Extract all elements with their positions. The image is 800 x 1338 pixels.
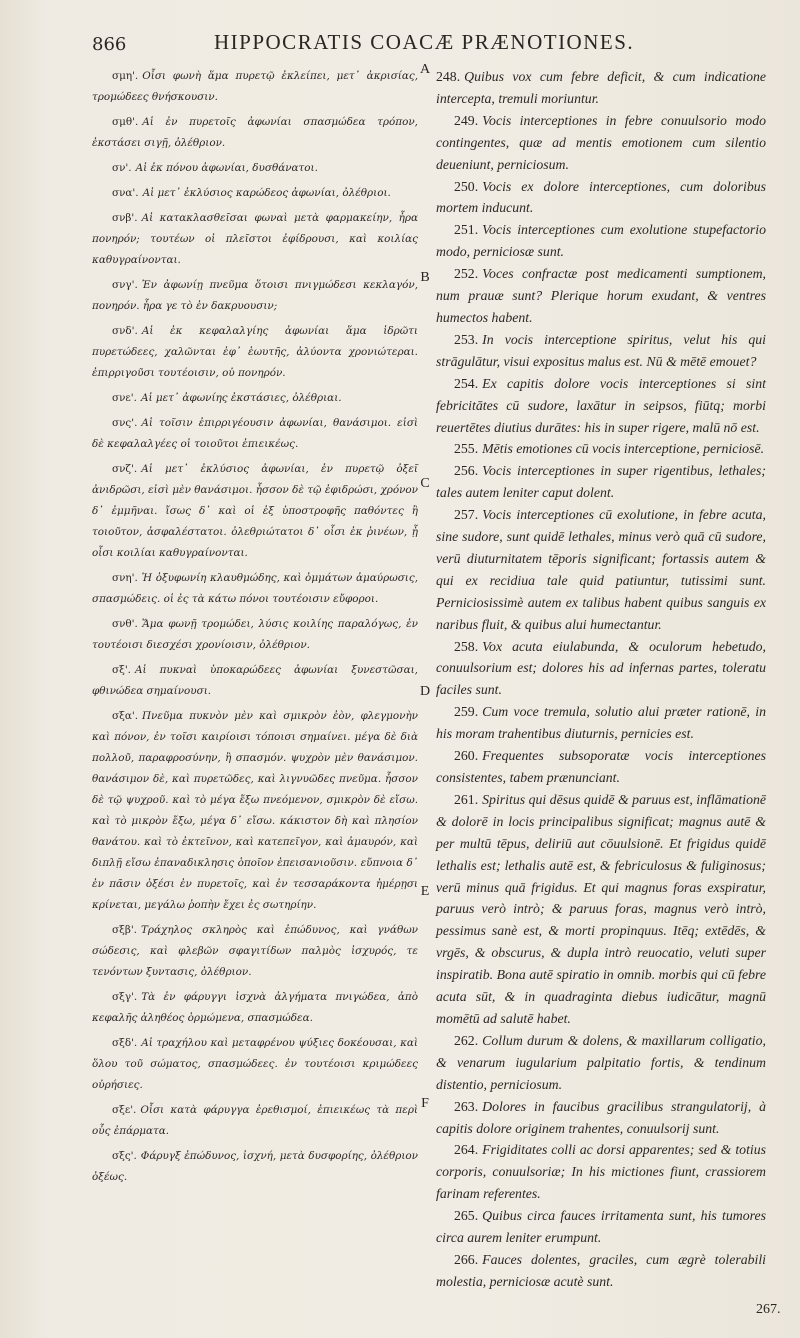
greek-entry-number: σνβ'. xyxy=(112,212,138,224)
latin-entry-text: Vocis interceptiones in febre conuulsorio modo contingentes, quæ ad mentis emotionem cum silentio deueniunt, perniciosum. xyxy=(436,112,766,172)
latin-entry-text: Vocis interceptiones in super rigentibus, lethales; tales autem leniter caput dolent. xyxy=(436,463,766,501)
greek-entry-text: Τράχηλος σκληρὸς καὶ ἐπώδυνος, καὶ γνάθων σώδεσις, καὶ φλεβῶν σφαγιτίδων παλμὸς ἰσχυρός, τε τενόντων ξυντασις, ὀλέθριον. xyxy=(92,924,418,978)
greek-entry-number: σξγ'. xyxy=(112,991,138,1003)
greek-entry-text: Οἷσι κατὰ φάρυγγα ἐρεθισμοί, ἐπιεικέως τὰ περὶ οὖς ἐπάρματα. xyxy=(92,1104,418,1137)
latin-entry-number: 249. xyxy=(454,112,479,128)
margin-letter-b: B xyxy=(420,270,430,285)
latin-entry xyxy=(436,219,766,263)
latin-entry-text: Frigiditates colli ac dorsi apparentes; sed & totius corporis, conuulsoriæ; In his mictiones fiunt, crassiorem farinam referentes. xyxy=(436,1142,766,1202)
latin-entry-text: Voces confractæ post medicamenti sumptionem, num prauæ sunt? Plerique horum exudant, & ventres humectos habent. xyxy=(436,266,766,325)
greek-entry xyxy=(92,66,418,108)
greek-entry xyxy=(92,920,418,983)
greek-entry-text: Αἱ τραχήλου καὶ μεταφρένου ψύξιες δοκέουσαι, καὶ ὅλου τοῦ σώματος, σπασμώδεες. ἐν τουτέοισι κριμώδεες οὐρήσιες. xyxy=(92,1037,418,1091)
greek-entry xyxy=(92,158,418,179)
latin-entry xyxy=(436,1249,766,1293)
latin-entry xyxy=(436,263,766,329)
latin-entry-text: Ex capitis dolore vocis interceptiones si sint febricitātes cū sudore, laxātur in seipsos, fiūtq; morbi reuertētes diutius durātes: his in super rigere, malū nō est. xyxy=(436,375,766,435)
latin-entry-number: 256. xyxy=(454,463,479,479)
greek-entry xyxy=(92,706,418,916)
latin-entry xyxy=(436,1030,766,1096)
greek-entry xyxy=(92,987,418,1029)
greek-entry-text: Αἱ μετ᾽ ἐκλύσιος ἀφωνίαι, ἐν πυρετῷ ὀξεῖ ἀνιδρῶσι, εἰσὶ μὲν θανάσιμοι. ἧσσον δὲ τῷ ἐφιδρώσι, χρόνον δ᾽ ἐμμῆναι. ἴσως δ᾽ καὶ οἱ ἐξ ὑποστροφῆς παθόντες ἢ τοιοῦτον, ἀσφαλέστατοι. ὀλεθριώτατοι δ᾽ οἷσι ἐκ ῥινέων, ᾗ οἷσι κοιλίαι καθυγραίνονται. xyxy=(92,463,418,559)
margin-letter-f: F xyxy=(421,1096,429,1111)
latin-entry-number: 259. xyxy=(454,704,479,720)
greek-entry-text: Ἐν ἀφωνίῃ πνεῦμα ὅτοισι πνιγμώδεσι κεκλαγόν, πονηρόν. ἦρα γε τὸ ἐν δακρυουσιν; xyxy=(92,279,418,312)
latin-entry xyxy=(436,329,766,373)
greek-entry-text: Αἱ ἐν πυρετοῖς ἀφωνίαι σπασμώδεα τρόπον, ἐκστάσει σιγῇ, ὀλέθριον. xyxy=(92,116,418,149)
latin-entry xyxy=(436,1096,766,1140)
latin-entry-number: 266. xyxy=(454,1251,479,1267)
greek-entry xyxy=(92,459,418,564)
greek-entry-text: Τὰ ἐν φάρυγγι ἰσχνὰ ἀλγήματα πνιγώδεα, ἀπὸ κεφαλῆς ἀληθέος ὁρμώμενα, σπασμώδεα. xyxy=(92,991,418,1024)
latin-entry xyxy=(436,373,766,439)
greek-entry-text: Αἱ μετ᾽ ἐκλύσιος καρώδεος ἀφωνίαι, ὀλέθριοι. xyxy=(142,187,391,199)
latin-entry-text: Fauces dolentes, graciles, cum ægrè tolerabili molestia, perniciosæ acutè sunt. xyxy=(436,1251,766,1289)
latin-entry-text: Quibus circa fauces irritamenta sunt, his tumores circa aurem leniter erumpunt. xyxy=(436,1208,766,1246)
greek-entry-number: σξα'. xyxy=(112,710,138,722)
page-header xyxy=(0,26,800,56)
greek-entry-text: Αἱ κατακλασθεῖσαι φωναὶ μετὰ φαρμακείην, ἧρα πονηρόν; τουτέων οἱ πλεῖστοι ἐφίδρουσι, καὶ κοιλίας καθυγραίνονται. xyxy=(92,212,418,266)
greek-entry xyxy=(92,388,418,409)
greek-entry xyxy=(92,183,418,204)
greek-entry-number: σμη'. xyxy=(112,70,139,82)
greek-entry-number: σξβ'. xyxy=(112,924,137,936)
latin-entry-number: 261. xyxy=(454,791,479,807)
page-number: 866 xyxy=(92,34,127,55)
latin-entry-text: Frequentes subsoporatæ vocis interceptiones consistentes, tabem prænunciant. xyxy=(436,748,766,785)
greek-entry xyxy=(92,275,418,317)
latin-entry-text: Cum voce tremula, solutio alui præter rationē, in his moram trahentibus diuturnis, pernicies est. xyxy=(436,704,766,742)
latin-entry xyxy=(436,110,766,176)
latin-entry-number: 260. xyxy=(454,748,479,764)
latin-entry-number: 257. xyxy=(454,507,479,523)
greek-entry xyxy=(92,112,418,154)
running-title: HIPPOCRATIS COACÆ PRÆNOTIONES. xyxy=(214,30,635,54)
greek-entry-number: σν'. xyxy=(112,162,132,174)
greek-entry-number: σνς'. xyxy=(112,417,138,429)
greek-entry-number: σνα'. xyxy=(112,187,139,199)
latin-entry-number: 262. xyxy=(454,1032,479,1048)
greek-entry-number: σνδ'. xyxy=(112,325,138,337)
latin-column xyxy=(436,66,766,1293)
margin-letter-a: A xyxy=(419,62,431,77)
greek-entry-number: σξ'. xyxy=(112,664,131,676)
greek-entry-text: Ἅμα φωνῇ τρομώδει, λύσις κοιλίης παραλόγως, ἐν τουτέοισι διεσχέσι χρονίοισιν, ὀλέθριον. xyxy=(92,618,418,651)
greek-entry-text: Φάρυγξ ἐπώδυνος, ἰσχνή, μετὰ δυσφορίης, ὀλέθριον ὀξέως. xyxy=(92,1150,418,1183)
greek-entry-number: σξδ'. xyxy=(112,1037,138,1049)
greek-entry-number: σξς'. xyxy=(112,1150,137,1162)
greek-entry-text: Πνεῦμα πυκνὸν μὲν καὶ σμικρὸν ἐὸν, φλεγμονὴν καὶ πόνον, ἐν τοῖσι καιρίοισι τόποισι σημαίνει. μέγα δὲ διὰ πολλοῦ, παραφροσύνην, ἢ σπασμόν. ψυχρὸν μὲν θανάσιμον. θανάσιμον δὲ, καὶ πυρετῶδες, καὶ λιγνυῶδες πνεῦμα. ἧσσον δὲ τῷ ψυχροῦ. καὶ τὸ μέγα ἔξω πνεόμενον, σμικρὸν δὲ εἴσω. καὶ τὸ μικρὸν ἔξω, μέγα δ᾽ εἴσω. κάκιστον δὴ καὶ πλησίον θανάτου. καὶ τὸ ἐκτεῖνον, καὶ κατεπεῖγον, καὶ ἀμαυρόν, καὶ διπλῇ εἴσω ἐπαναδικλησις ὁποῖον ἐπεισανιοῦσιν. εὔπνοια δ᾽ ἐν πᾶσιν ὀξέσι ἐν πυρετοῖς, καὶ ἐν τεσσαράκοντα ἡμέρῃσι κρίνεται, μεγάλω ῥοπὴν ἔχει ἐς σωτηρίην. xyxy=(92,710,418,911)
latin-entry-text: Dolores in faucibus gracilibus strangulatorij, à capitis dolore originem trahentes, conuulsorij sunt. xyxy=(436,1098,766,1136)
latin-entry xyxy=(436,438,766,460)
latin-entry-number: 252. xyxy=(454,266,479,282)
greek-entry-number: σνη'. xyxy=(112,572,138,584)
greek-entry-text: Αἱ τοῖσιν ἐπιρριγέουσιν ἀφωνίαι, θανάσιμοι. εἰσὶ δὲ κεφαλαλγέες οἱ τοιοῦτοι ἐπιεικέως. xyxy=(92,417,418,450)
latin-entry-text: Vocis ex dolore interceptiones, cum doloribus mortem inducunt. xyxy=(436,178,766,216)
latin-entry-number: 254. xyxy=(454,375,479,391)
latin-entry-text: Spiritus qui dēsus quidē & paruus est, inflāmationē & dolorē in locis principalibus significat; magnus autē & per multū tēpus, deliriū aut cōuulsionē. Et frigidus quidē lethalis est; lethalis autē est, & febriculosus & fuliginosus; verū minus quā frigidus. Et qui magnus foras exspiratur, paruus verò intrò; & paruus foras, magnus verò intrò, pessimus sanè est, & morti propinquus. Itēq; extēdēs, & vrgēs, & obscurus, & dupla intrò reuocatio, veluti super inspiratib. Bona autē spiratio in omnib. morbis qui cū febre acuta sūt, & in quadraginta diebus iudicātur, magnū momētū ad salutē habet. xyxy=(436,791,766,1026)
greek-column xyxy=(92,66,418,1192)
greek-entry-text: Αἱ ἐκ πόνου ἀφωνίαι, δυσθάνατοι. xyxy=(135,162,318,174)
latin-entry-number: 251. xyxy=(454,222,479,238)
greek-entry xyxy=(92,1100,418,1142)
latin-entry-text: Vocis interceptiones cum exolutione stupefactorio modo, perniciosæ sunt. xyxy=(436,222,766,260)
latin-entry-text: Vox acuta eiulabunda, & oculorum hebetudo, conuulsorium est; dolores his ad infernas partes, toleratu faciles sunt. xyxy=(436,638,766,698)
greek-entry xyxy=(92,208,418,271)
latin-entry xyxy=(436,701,766,745)
greek-entry-number: σνε'. xyxy=(112,392,137,404)
margin-letter-e: E xyxy=(420,884,430,899)
latin-entry-text: In vocis interceptione spiritus, velut his qui strāgulātur, visui expositus malus est. Nū & mētē emouet? xyxy=(436,331,766,369)
greek-entry xyxy=(92,413,418,455)
greek-entry-number: σμθ'. xyxy=(112,116,139,128)
latin-entry xyxy=(436,176,766,220)
greek-entry xyxy=(92,568,418,610)
greek-entry-text: Ἡ ὀξυφωνίη κλαυθμώδης, καὶ ὀμμάτων ἀμαύρωσις, σπασμώδεις. οἱ ἐς τὰ κάτω πόνοι τουτέοισιν εὔφοροι. xyxy=(92,572,418,605)
latin-entry-number: 258. xyxy=(454,638,479,654)
greek-entry-text: Οἷσι φωνὴ ἅμα πυρετῷ ἐκλείπει, μετ᾽ ἀκρισίας, τρομώδεες θνήσκουσιν. xyxy=(92,70,418,103)
greek-entry-text: Αἱ πυκναὶ ὑποκαρώδεες ἀφωνίαι ξυνεστῶσαι, φθινώδεα σημαίνουσι. xyxy=(92,664,418,697)
greek-entry xyxy=(92,660,418,702)
greek-entry xyxy=(92,1033,418,1096)
latin-entry xyxy=(436,745,766,789)
latin-entry xyxy=(436,636,766,702)
greek-entry xyxy=(92,321,418,384)
margin-letter-c: C xyxy=(420,476,430,491)
latin-entry-number: 248. xyxy=(436,69,461,84)
latin-entry-number: 255. xyxy=(454,441,479,457)
greek-entry xyxy=(92,1146,418,1188)
catchword: 267. xyxy=(756,1302,781,1317)
greek-entry-number: σνζ'. xyxy=(112,463,138,475)
latin-entry xyxy=(436,1139,766,1205)
latin-entry-text: Quibus vox cum febre deficit, & cum indicatione intercepta, tremuli moriuntur. xyxy=(436,69,766,106)
latin-entry xyxy=(436,66,766,110)
latin-entry-number: 250. xyxy=(454,178,479,194)
greek-entry-number: σξε'. xyxy=(112,1104,137,1116)
latin-entry-text: Mētis emotiones cū vocis interceptione, perniciosē. xyxy=(482,441,765,457)
latin-entry xyxy=(436,460,766,504)
latin-entry-text: Collum durum & dolens, & maxillarum colligatio, & venarum iugularium palpitatio fortis, & tendinum distentio, perniciosum. xyxy=(436,1032,766,1092)
latin-entry xyxy=(436,1205,766,1249)
latin-entry-text: Vocis interceptiones cū exolutione, in febre acuta, sine sudore, sunt quidē lethales, minus verò quā cū sudore, verū diuturnitatem tēporis significant; fortassis autem & qui ex recidiua tale quid patiuntur, tutissimi sunt. Perniciosissimè autem ex talibus habent quibus sanguis ex naribus fluit, & quibus alui humectantur. xyxy=(436,507,766,632)
latin-entry-number: 265. xyxy=(454,1208,479,1224)
greek-entry-number: σνθ'. xyxy=(112,618,138,630)
greek-entry xyxy=(92,614,418,656)
greek-entry-number: σνγ'. xyxy=(112,279,138,291)
latin-entry-number: 263. xyxy=(454,1098,479,1114)
latin-entry xyxy=(436,504,766,635)
greek-entry-text: Αἱ μετ᾽ ἀφωνίης ἐκστάσιες, ὀλέθριαι. xyxy=(140,392,342,404)
latin-entry-number: 264. xyxy=(454,1142,479,1158)
latin-entry-number: 253. xyxy=(454,331,479,347)
margin-letter-d: D xyxy=(419,684,431,699)
latin-entry xyxy=(436,789,766,1030)
greek-entry-text: Αἱ ἐκ κεφαλαλγίης ἀφωνίαι ἅμα ἱδρῶτι πυρετώδεες, χαλῶνται ἐφ᾽ ἑωυτῆς, ἀλύοντα χρονιώτεραι. ἐπιρριγοῦσι τουτέοισιν, οὐ πονηρόν. xyxy=(92,325,418,379)
